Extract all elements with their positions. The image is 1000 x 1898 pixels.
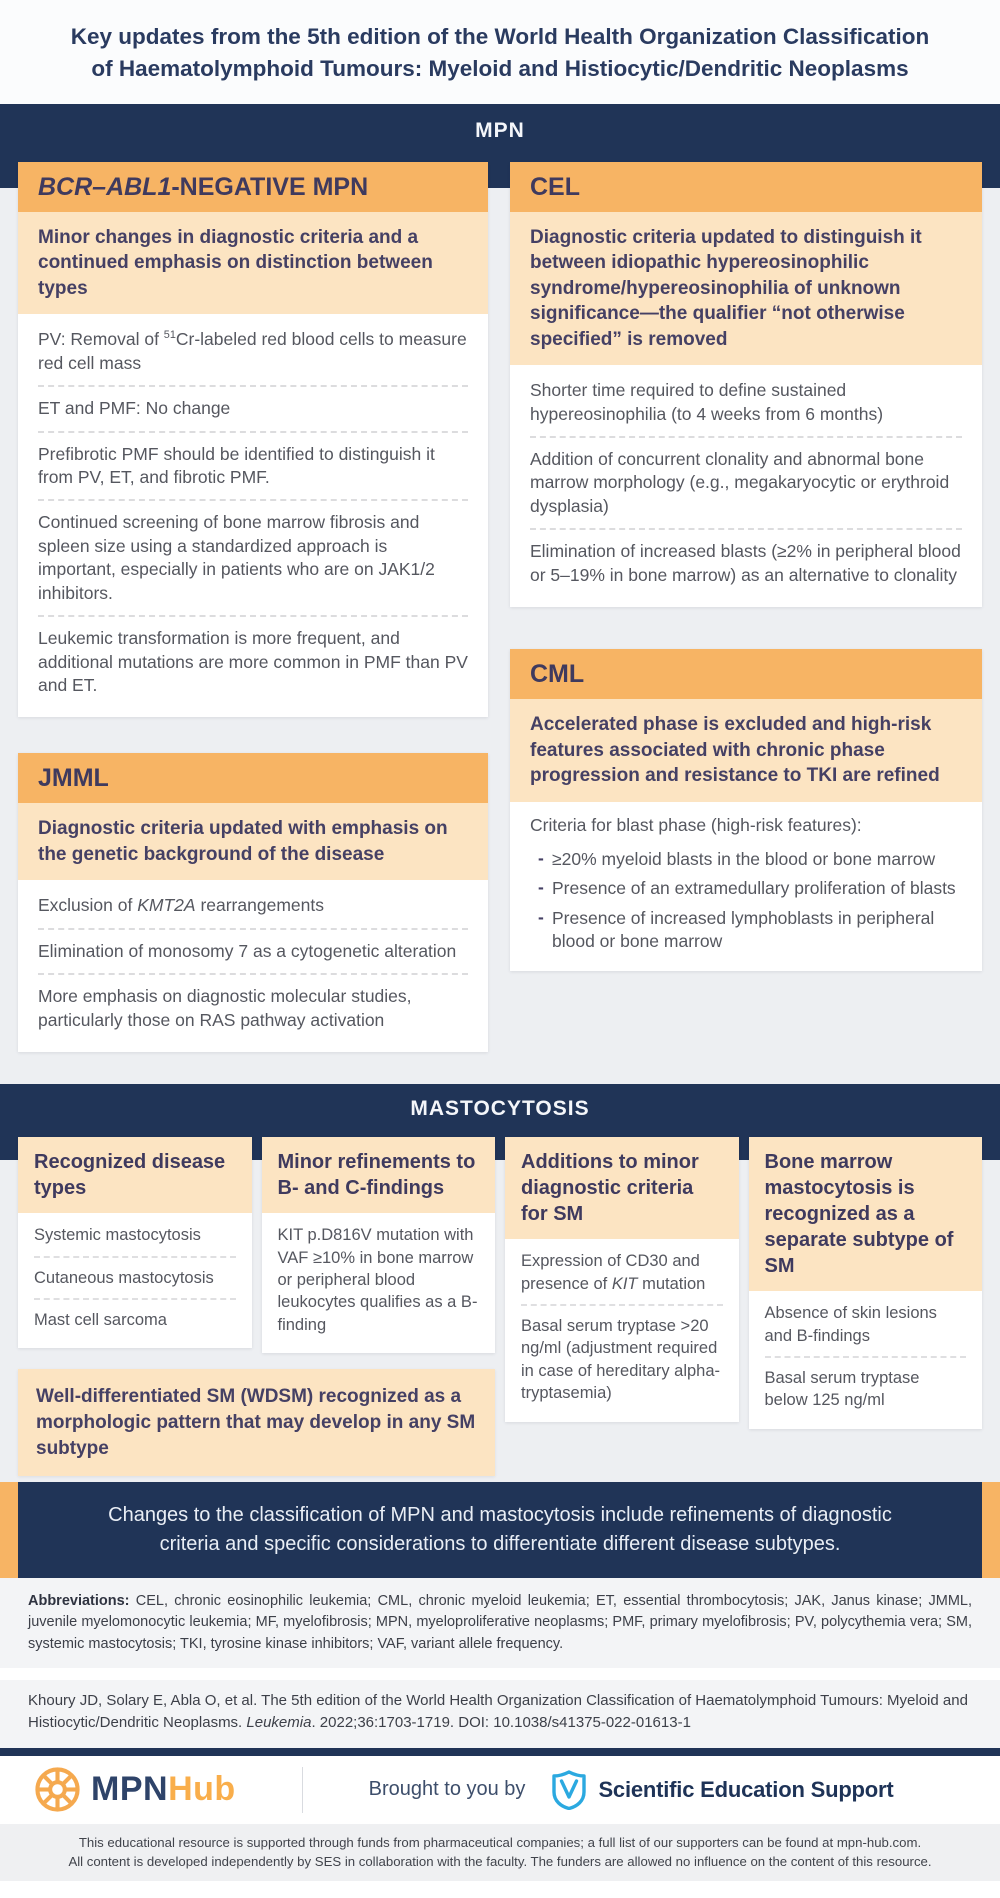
card-bcr-abl1-negative-mpn	[18, 162, 488, 718]
card-subtitle: Diagnostic criteria updated with emphasis on the genetic background of the disease	[18, 803, 488, 880]
card-bone-marrow-mastocytosis	[749, 1137, 983, 1429]
list-item: - ≥20% myeloid blasts in the blood or bone marrow	[538, 845, 962, 874]
card-list	[262, 1213, 496, 1353]
card-title: Recognized disease types	[18, 1137, 252, 1213]
ses-shield-icon	[551, 1770, 587, 1810]
footer	[0, 1756, 1000, 1824]
card-list	[510, 365, 982, 607]
card-jmml	[18, 753, 488, 1052]
mpn-left-column	[18, 162, 488, 1052]
list-item: PV: Removal of $^{51}$Cr-labeled red blood cells to measure red cell mass	[38, 318, 468, 387]
list-item: Systemic mastocytosis	[34, 1215, 236, 1257]
cml-criteria-list	[530, 845, 962, 957]
list-item: Leukemic transformation is more frequent, and additional mutations are more common in PMF than PV and ET.	[38, 628, 468, 696]
summary-right-accent	[982, 1482, 1000, 1578]
card-list	[18, 880, 488, 1052]
card-title: JMML	[18, 753, 488, 803]
mpnhub-wordmark	[91, 1770, 236, 1809]
list-item: - Presence of an extramedullary proliferation of blasts	[538, 874, 962, 903]
card-cml	[510, 649, 982, 971]
card-title: CEL	[510, 162, 982, 212]
ses-label: Scientific Education Support	[598, 1776, 894, 1802]
card-body	[510, 802, 982, 971]
summary-banner-body	[18, 1482, 982, 1578]
mpn-right-column	[510, 162, 982, 971]
list-item: Basal serum tryptase below 125 ng/ml	[764, 1369, 920, 1410]
abbreviations-block	[0, 1578, 1000, 1667]
mastocytosis-section-header: MASTOCYTOSIS	[0, 1084, 1000, 1160]
citation-block: Khoury JD, Solary E, Abla O, et al. The 5th edition of the World Health Organization Classification of Haematolymphoid Tumours: Myeloid and Histiocytic/Dendritic Neoplasms. Leukemia. 2022;36:1703-1719. DOI: 10.1038/s41375-022-01613-1	[0, 1680, 1000, 1748]
list-item: Addition of concurrent clonality and abnormal bone marrow morphology (e.g., megakaryocytic or erythroid dysplasia)	[530, 438, 962, 530]
card-title: BCR–ABL1-NEGATIVE MPN	[18, 162, 488, 212]
list-item: Basal serum tryptase >20 ng/ml (adjustment required in case of hereditary alpha-tryptasemia)	[521, 1317, 721, 1403]
list-item: Cutaneous mastocytosis	[34, 1258, 236, 1300]
card-recognized-disease-types	[18, 1137, 252, 1348]
wdsm-note: Well-differentiated SM (WDSM) recognized as a morphologic pattern that may develop in any SM subtype	[18, 1369, 495, 1476]
brand-hub: Hub	[168, 1770, 236, 1809]
list-item: Absence of skin lesions and B-findings	[765, 1293, 967, 1358]
list-item: Exclusion of KMT2A rearrangements	[38, 884, 468, 929]
mpn-section	[0, 104, 1000, 1084]
mpn-section-header: MPN	[0, 104, 1000, 188]
card-list	[18, 1213, 252, 1348]
list-item: Elimination of monosomy 7 as a cytogenetic alteration	[38, 930, 468, 975]
card-cel	[510, 162, 982, 607]
card-subtitle: Accelerated phase is excluded and high-risk features associated with chronic phase progression and resistance to TKI are refined	[510, 699, 982, 801]
card-b-c-findings	[262, 1137, 496, 1353]
footer-divider	[302, 1767, 303, 1813]
list-item: Expression of CD30 and presence of KIT mutation	[521, 1241, 723, 1306]
card-list	[18, 314, 488, 717]
summary-banner	[0, 1482, 1000, 1578]
card-subtitle: Minor changes in diagnostic criteria and a continued emphasis on distinction between types	[18, 212, 488, 314]
cml-criteria-intro: Criteria for blast phase (high-risk features):	[530, 814, 862, 835]
mastocytosis-section	[0, 1084, 1000, 1482]
card-title: Bone marrow mastocytosis is recognized as a separate subtype of SM	[749, 1137, 983, 1291]
disclaimer-line: This educational resource is supported through funds from pharmaceutical companies; a full list of our supporters can be found at mpn-hub.com.	[78, 1834, 922, 1850]
list-item: ET and PMF: No change	[38, 387, 468, 432]
card-subtitle: Diagnostic criteria updated to distinguish it between idiopathic hypereosinophilic syndrome/hypereosinophilia of unknown significance—the qualifier “not otherwise specified” is removed	[510, 212, 982, 365]
card-title: Minor refinements to B- and C-findings	[262, 1137, 496, 1213]
summary-left-accent	[0, 1482, 18, 1578]
mpnhub-globe-icon	[34, 1766, 81, 1813]
brought-to-you-by-label: Brought to you by	[368, 1778, 526, 1801]
list-item: Mast cell sarcoma	[34, 1311, 167, 1330]
summary-text: Changes to the classification of MPN and mastocytosis include refinements of diagnostic criteria and specific considerations to differentiate different disease subtypes.	[108, 1504, 892, 1556]
brand-mpn: MPN	[91, 1770, 169, 1809]
mastocytosis-right-half	[505, 1137, 982, 1429]
list-item: KIT p.D816V mutation with VAF ≥10% in bone marrow or peripheral blood leukocytes qualifies as a B-finding	[277, 1226, 478, 1334]
divider	[0, 1748, 1000, 1756]
mpnhub-logo	[34, 1766, 236, 1813]
abbreviations-text: CEL, chronic eosinophilic leukemia; CML, chronic myeloid leukemia; ET, essential thrombocytosis; JAK, Janus kinase; JMML, juvenile myelomonocytic leukemia; MF, myelofibrosis; MPN, myeloproliferative neoplasms; PMF, primary myelofibrosis; PV, polycythemia vera; SM, systemic mastocytosis; TKI, tyrosine kinase inhibitors; VAF, variant allele frequency.	[28, 1593, 972, 1652]
abbreviations-label: Abbreviations:	[28, 1593, 130, 1610]
disclaimer-block	[0, 1824, 1000, 1881]
title-block	[0, 0, 1000, 104]
list-item: More emphasis on diagnostic molecular studies, particularly those on RAS pathway activation	[38, 986, 412, 1030]
mastocytosis-cards-grid	[0, 1137, 1000, 1482]
disclaimer-line: All content is developed independently by SES in collaboration with the faculty. The funders are allowed no influence on the content of this resource.	[68, 1853, 932, 1869]
list-item: Elimination of increased blasts (≥2% in peripheral blood or 5–19% in bone marrow) as an alternative to clonality	[530, 541, 961, 585]
card-list	[749, 1291, 983, 1429]
card-title: CML	[510, 649, 982, 699]
ses-logo	[551, 1770, 893, 1810]
list-item: Prefibrotic PMF should be identified to distinguish it from PV, ET, and fibrotic PMF.	[38, 433, 468, 502]
card-minor-diagnostic-criteria-sm	[505, 1137, 739, 1422]
card-list	[505, 1239, 739, 1422]
list-item: - Presence of increased lymphoblasts in peripheral blood or bone marrow	[538, 904, 962, 957]
list-item: Shorter time required to define sustained hypereosinophilia (to 4 weeks from 6 months)	[530, 369, 962, 438]
mastocytosis-left-half	[18, 1137, 495, 1476]
list-item: Continued screening of bone marrow fibrosis and spleen size using a standardized approach is important, especially in patients who are on JAK1/2 inhibitors.	[38, 501, 468, 617]
page-title: Key updates from the 5th edition of the World Health Organization Classification of Haematolymphoid Tumours: Myeloid and Histiocytic/Dendritic Neoplasms	[70, 24, 930, 81]
card-title: Additions to minor diagnostic criteria for SM	[505, 1137, 739, 1239]
mpn-cards-grid	[0, 162, 1000, 1084]
divider	[0, 1668, 1000, 1680]
